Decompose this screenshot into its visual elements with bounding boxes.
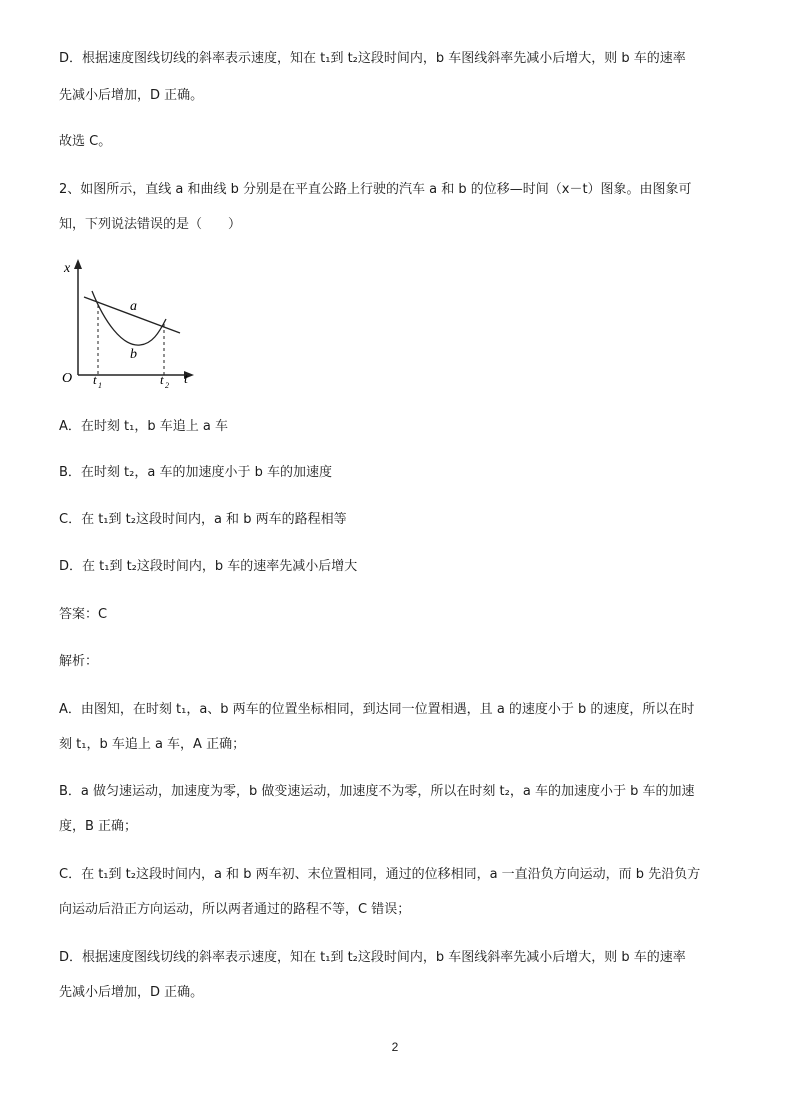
- option-c: C．在 t₁到 t₂这段时间内，a 和 b 两车的路程相等: [59, 512, 347, 527]
- page-number: 2: [391, 1040, 399, 1054]
- xt-graph-figure: [60, 255, 200, 390]
- x-axis-label: t: [184, 372, 188, 387]
- curve-b: [92, 291, 166, 345]
- line-3: 故选 C。: [59, 134, 112, 149]
- line-1: D．根据速度图线切线的斜率表示速度，知在 t₁到 t₂这段时间内，b 车图线斜率先减小后增大，则 b 车的速率: [59, 51, 686, 66]
- t2-label: t: [160, 372, 164, 387]
- question-2-line-1: 2、如图所示，直线 a 和曲线 b 分别是在平直公路上行驶的汽车 a 和 b 的位移—时间（x－t）图象。由图象可: [59, 182, 692, 197]
- answer: 答案：C: [59, 607, 108, 622]
- analysis-d-line-1: D．根据速度图线切线的斜率表示速度，知在 t₁到 t₂这段时间内，b 车图线斜率先减小后增大，则 b 车的速率: [59, 950, 686, 965]
- y-axis-label: x: [64, 261, 71, 276]
- option-b: B．在时刻 t₂，a 车的加速度小于 b 车的加速度: [59, 465, 332, 480]
- line-a-label: a: [130, 299, 137, 314]
- t2-subscript: 2: [165, 381, 169, 390]
- line-2: 先减小后增加，D 正确。: [59, 88, 204, 103]
- question-2-line-2: 知，下列说法错误的是（ ）: [59, 217, 242, 232]
- t1-subscript: 1: [98, 381, 102, 390]
- origin-label: O: [62, 371, 73, 386]
- analysis-c-line-1: C．在 t₁到 t₂这段时间内，a 和 b 两车初、末位置相同，通过的位移相同，a 一直沿负方向运动，而 b 先沿负方: [59, 867, 701, 882]
- analysis-c-line-2: 向运动后沿正方向运动，所以两者通过的路程不等，C 错误；: [59, 902, 411, 917]
- analysis-a-line-2: 刻 t₁，b 车追上 a 车，A 正确；: [59, 737, 246, 752]
- analysis-b-line-2: 度，B 正确；: [59, 819, 138, 834]
- option-a: A．在时刻 t₁，b 车追上 a 车: [59, 419, 228, 434]
- t1-label: t: [93, 372, 97, 387]
- analysis-heading: 解析：: [59, 654, 99, 669]
- analysis-a-line-1: A．由图知，在时刻 t₁，a、b 两车的位置坐标相同，到达同一位置相遇，且 a 的速度小于 b 的速度，所以在时: [59, 702, 695, 717]
- analysis-d-line-2: 先减小后增加，D 正确。: [59, 985, 204, 1000]
- curve-b-label: b: [130, 347, 137, 362]
- analysis-b-line-1: B．a 做匀速运动，加速度为零，b 做变速运动，加速度不为零，所以在时刻 t₂，a 车的加速度小于 b 车的加速: [59, 784, 695, 799]
- option-d: D．在 t₁到 t₂这段时间内，b 车的速率先减小后增大: [59, 559, 358, 574]
